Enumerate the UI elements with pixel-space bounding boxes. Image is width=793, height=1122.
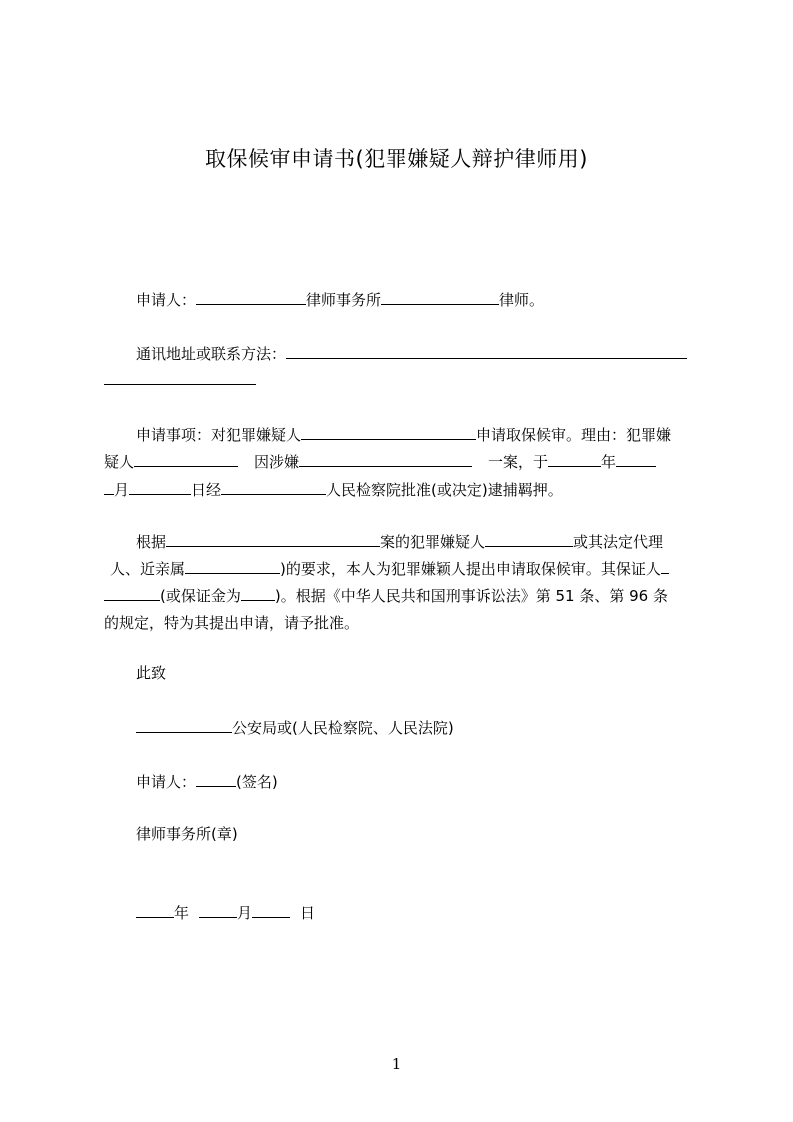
guarantor-blank-continued[interactable]	[104, 583, 160, 601]
address-label: 通讯地址或联系方法：	[136, 345, 287, 363]
lawyer-name-blank[interactable]	[381, 287, 499, 305]
basis-line-4	[104, 610, 700, 637]
basis-text-6: (或保证金为	[160, 587, 241, 605]
basis-line-1	[104, 529, 732, 556]
address-line	[104, 341, 732, 368]
firm-name-blank[interactable]	[196, 287, 306, 305]
lawyer-suffix: 律师。	[499, 291, 545, 309]
basis-text-5: )的要求，本人为犯罪嫌颖人提出申请取保候审。其保证人	[280, 560, 661, 578]
date-line	[104, 900, 732, 927]
case-name-blank[interactable]	[166, 529, 380, 547]
greeting-text: 此致	[136, 664, 167, 682]
matter-text-3: 疑人	[104, 453, 135, 471]
applicant-label: 申请人：	[136, 291, 197, 309]
offense-blank[interactable]	[299, 449, 472, 467]
firm-seal-line	[104, 821, 732, 848]
document-title: 取保候审申请书(犯罪嫌疑人辩护律师用)	[205, 147, 588, 171]
greeting-line	[104, 660, 732, 687]
address-line-2	[104, 367, 700, 394]
day-blank[interactable]	[129, 477, 191, 495]
suspect-name-blank-2[interactable]	[134, 449, 238, 467]
basis-text-1: 根据	[136, 533, 167, 551]
date-day-blank[interactable]	[252, 900, 290, 918]
recipient-line	[104, 715, 732, 742]
page-number: 1	[391, 1055, 402, 1073]
address-blank[interactable]	[286, 341, 687, 359]
recipient-blank[interactable]	[136, 715, 232, 733]
relative-name-blank[interactable]	[185, 556, 280, 574]
matter-text-7: 月	[114, 481, 130, 499]
matter-text-8: 日经	[191, 481, 222, 499]
firm-suffix: 律师事务所	[306, 291, 382, 309]
matter-text-9: 人民检察院批准(或决定)逮捕羁押。	[326, 481, 563, 499]
matter-text-5: 一案，于	[488, 453, 549, 471]
suspect-name-blank-3[interactable]	[485, 529, 573, 547]
bail-amount-blank[interactable]	[241, 583, 275, 601]
signer-suffix: (签名)	[236, 773, 278, 791]
applicant-line	[104, 287, 732, 314]
signer-line	[104, 769, 732, 796]
basis-line-2	[104, 556, 700, 583]
firm-seal-text: 律师事务所(章)	[136, 825, 238, 843]
basis-text-3: 或其法定代理	[573, 533, 664, 551]
month-blank-continued[interactable]	[104, 477, 114, 495]
date-month-label: 月	[237, 904, 253, 922]
date-day-label: 日	[300, 904, 316, 922]
matter-text-6: 年	[601, 453, 617, 471]
date-month-blank[interactable]	[199, 900, 237, 918]
month-blank[interactable]	[616, 449, 656, 467]
suspect-name-blank[interactable]	[301, 422, 476, 440]
matter-text-1: 申请事项：对犯罪嫌疑人	[136, 426, 302, 444]
matter-text-4: 因涉嫌	[254, 453, 300, 471]
recipient-text: 公安局或(人民检察院、人民法院)	[232, 719, 454, 737]
matter-line-1	[104, 422, 732, 449]
matter-text-2: 申请取保候审。理由：犯罪嫌	[476, 426, 672, 444]
basis-text-7: )。根据《中华人民共和国刑事诉讼法》第 51 条、第 96 条	[274, 587, 668, 605]
year-blank[interactable]	[548, 449, 601, 467]
date-year-label: 年	[174, 904, 190, 922]
address-blank-continued[interactable]	[104, 367, 256, 385]
date-year-blank[interactable]	[136, 900, 174, 918]
basis-text-4: 人、近亲属	[110, 560, 186, 578]
signer-label: 申请人：	[136, 773, 197, 791]
procuratorate-blank[interactable]	[221, 477, 326, 495]
signature-blank[interactable]	[196, 769, 236, 787]
basis-line-3	[104, 583, 700, 610]
basis-text-2: 案的犯罪嫌疑人	[380, 533, 486, 551]
matter-line-3	[104, 477, 700, 504]
matter-line-2	[104, 449, 700, 476]
guarantor-blank[interactable]	[661, 556, 669, 574]
basis-text-8: 的规定，特为其提出申请，请予批准。	[104, 614, 360, 632]
